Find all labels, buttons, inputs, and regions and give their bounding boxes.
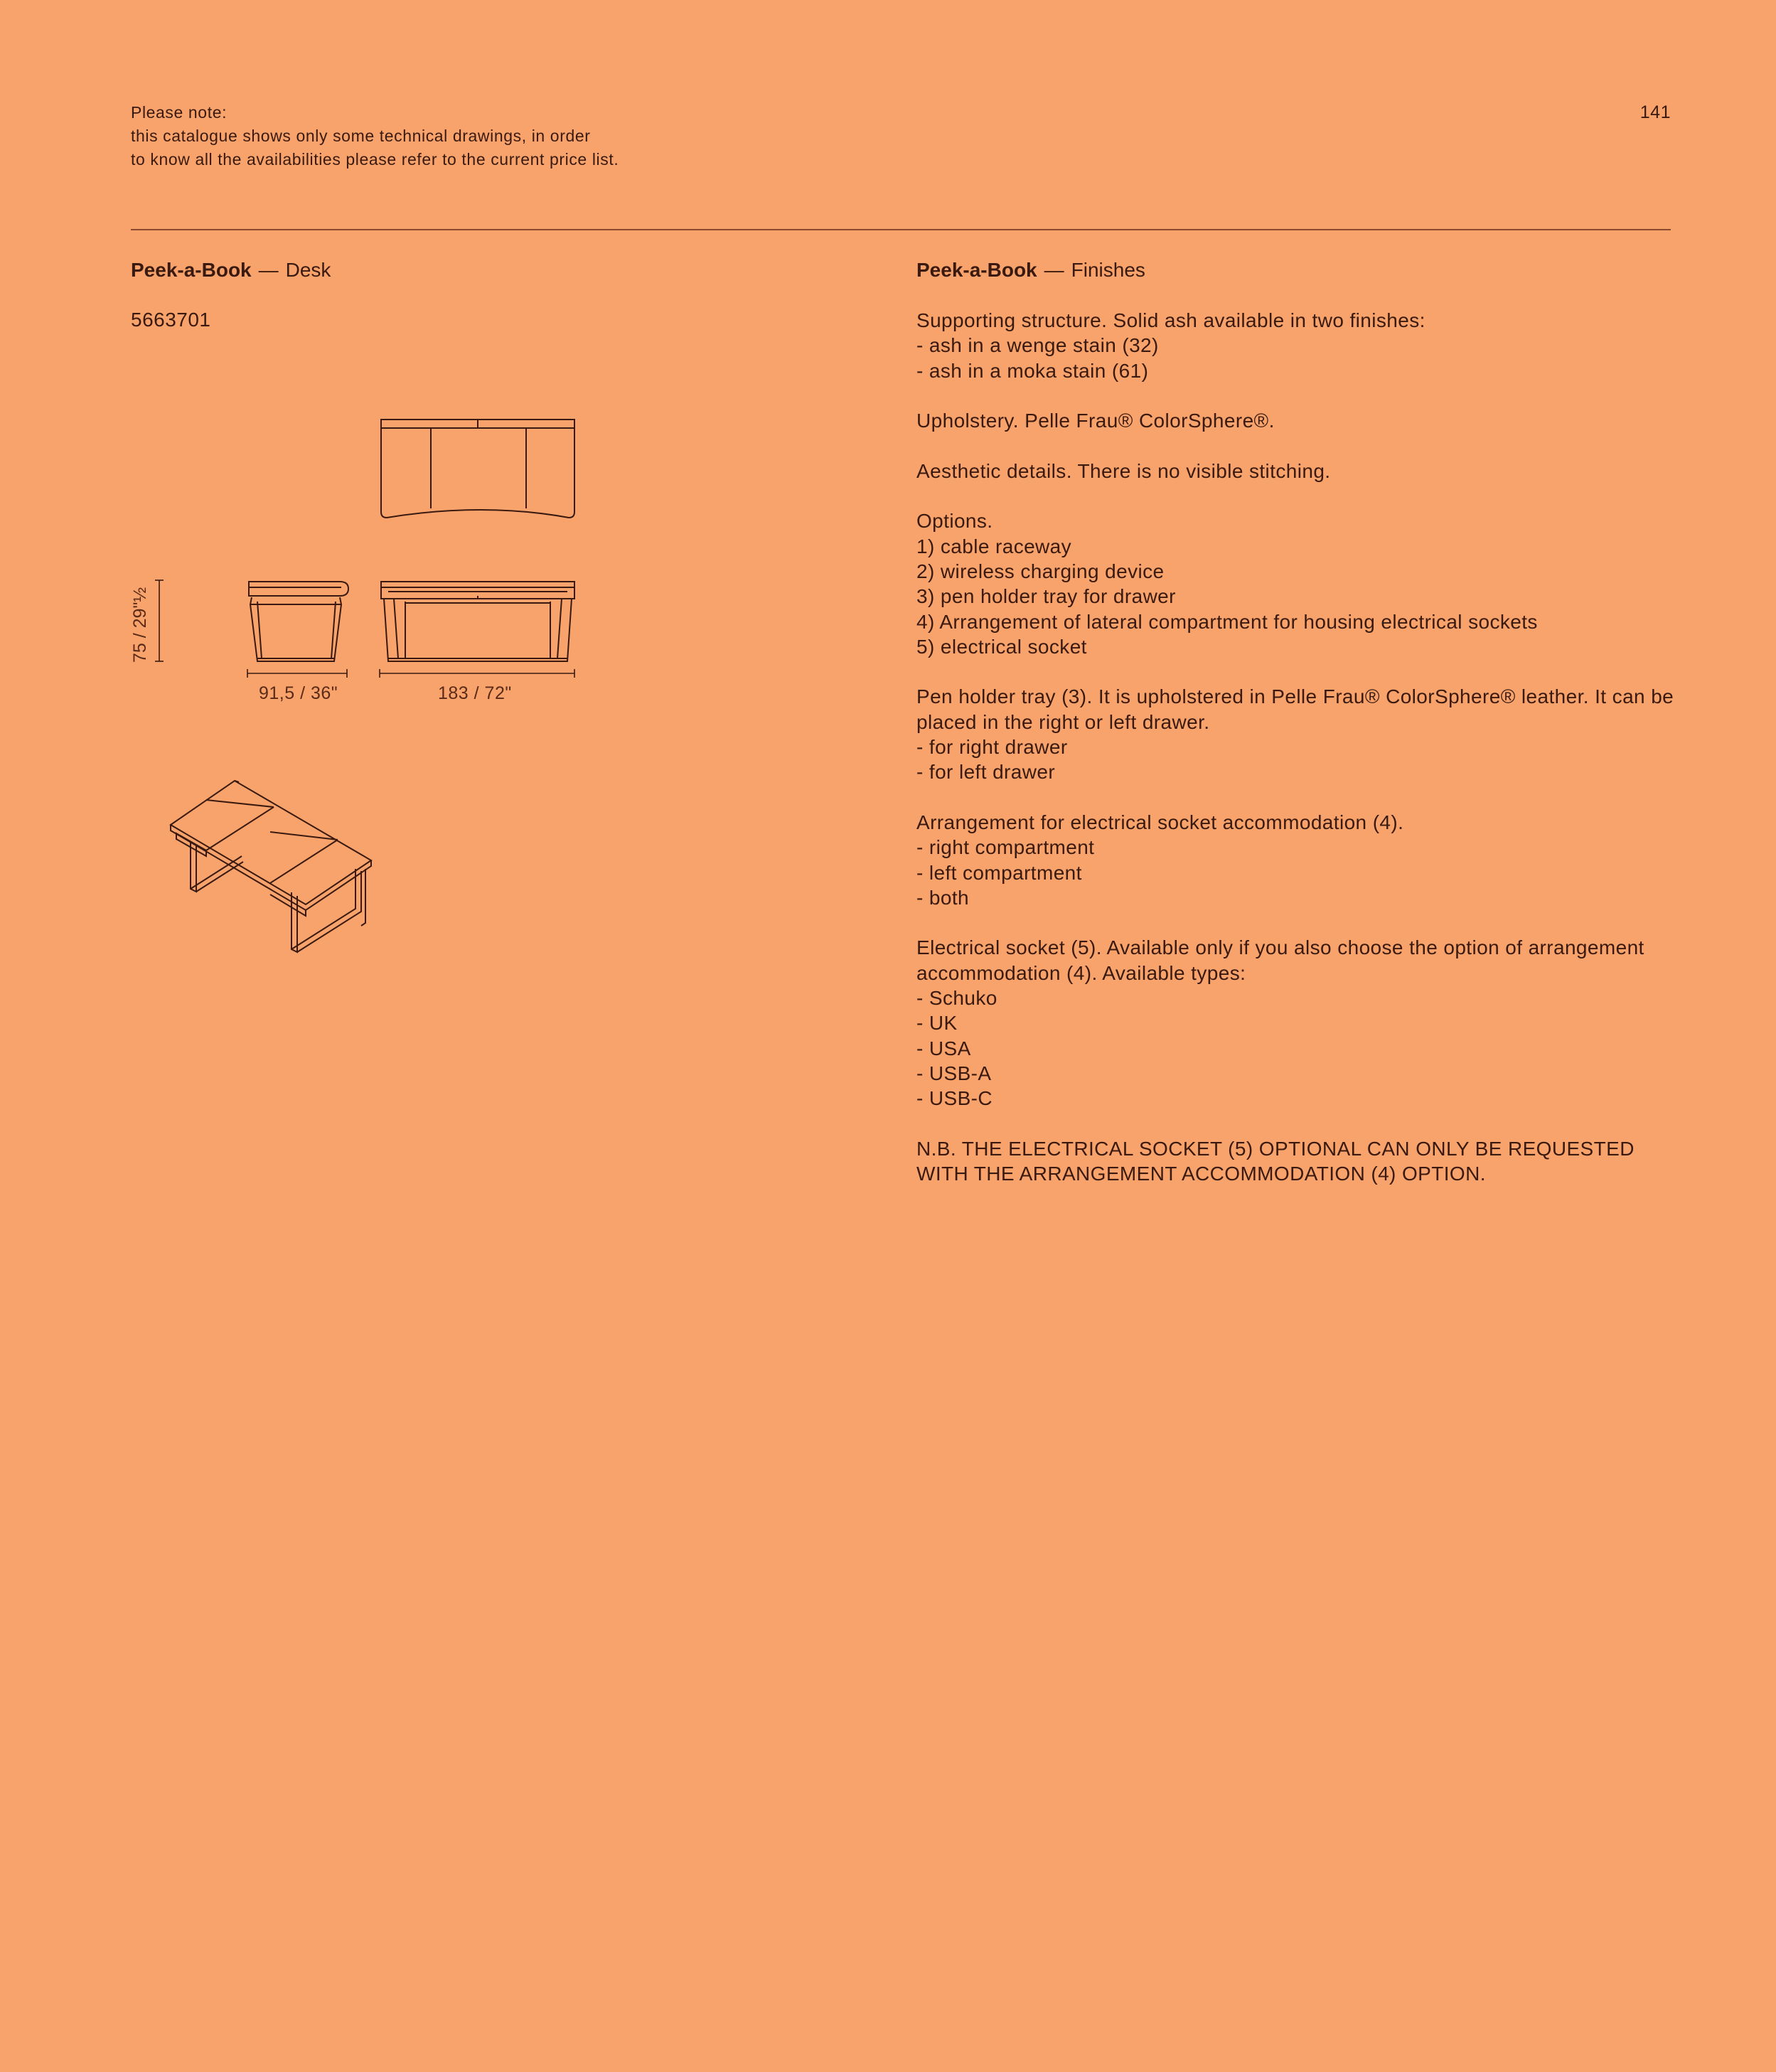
socket-text: Electrical socket (5). Available only if you also choose the option of arrangement accommodation (4). Available types: <box>916 936 1644 984</box>
structure-title: Supporting structure. Solid ash available in two finishes: <box>916 309 1425 331</box>
dimension-height-label: 75 / 29"½ <box>130 587 150 663</box>
list-item: - USA <box>916 1037 971 1059</box>
list-item: - USB-A <box>916 1062 992 1084</box>
product-code: 5663701 <box>131 309 211 331</box>
pen-tray-block <box>916 684 1684 784</box>
product-name: Peek-a-Book <box>916 259 1037 281</box>
dimension-depth-label: 91,5 / 36" <box>259 683 338 703</box>
list-item: 5) electrical socket <box>916 635 1087 658</box>
options-title: Options. <box>916 510 993 533</box>
list-item: - for right drawer <box>916 736 1068 759</box>
list-item: - for left drawer <box>916 761 1056 784</box>
dimension-width-label: 183 / 72" <box>438 683 512 703</box>
desk-isometric-drawing <box>171 781 371 952</box>
arrangement-title: Arrangement for electrical socket accommodation (4). <box>916 811 1404 833</box>
arrangement-block <box>916 810 1684 910</box>
list-item: - ash in a wenge stain (32) <box>916 334 1159 357</box>
socket-block <box>916 935 1684 1111</box>
options-block <box>916 508 1684 659</box>
product-type: Desk <box>285 259 331 281</box>
list-item: 3) pen holder tray for drawer <box>916 585 1176 608</box>
list-item: 1) cable raceway <box>916 535 1072 557</box>
note-line: to know all the availabilities please refer to the current price list. <box>131 150 619 169</box>
nb-notice: N.B. THE ELECTRICAL SOCKET (5) OPTIONAL CAN ONLY BE REQUESTED WITH THE ARRANGEMENT ACCOMMODATION (4) OPTION. <box>916 1137 1635 1185</box>
dimension-lines <box>155 580 574 678</box>
desk-front-view-drawing <box>381 582 574 661</box>
list-item: - UK <box>916 1012 958 1035</box>
finishes-body <box>916 308 1684 1186</box>
page-number: 141 <box>1639 102 1671 122</box>
product-info <box>131 257 331 333</box>
list-item: 4) Arrangement of lateral compartment for housing electrical sockets <box>916 610 1538 633</box>
note-line: Please note: <box>131 103 228 122</box>
aesthetic-text: Aesthetic details. There is no visible stitching. <box>916 459 1331 482</box>
pen-tray-text: Pen holder tray (3). It is upholstered in Pelle Frau® ColorSphere® leather. It can be placed in the right or left drawer. <box>916 685 1674 733</box>
title-dash: — <box>258 259 279 281</box>
list-item: - USB-C <box>916 1087 993 1110</box>
desk-side-view-drawing <box>249 582 348 661</box>
section-name: Finishes <box>1071 259 1145 281</box>
list-item: - Schuko <box>916 987 997 1010</box>
list-item: - left compartment <box>916 861 1082 884</box>
product-name: Peek-a-Book <box>131 259 252 281</box>
list-item: - right compartment <box>916 836 1095 859</box>
finishes-title <box>916 257 1684 283</box>
finishes-section <box>916 257 1684 1186</box>
product-title <box>131 257 331 283</box>
upholstery-text: Upholstery. Pelle Frau® ColorSphere®. <box>916 410 1275 432</box>
list-item: - ash in a moka stain (61) <box>916 359 1149 382</box>
structure-block <box>916 308 1684 383</box>
desk-top-view-drawing <box>381 420 574 518</box>
title-dash: — <box>1044 259 1064 281</box>
note-line: this catalogue shows only some technical drawings, in order <box>131 127 591 145</box>
list-item: 2) wireless charging device <box>916 560 1165 582</box>
list-item: - both <box>916 886 969 909</box>
